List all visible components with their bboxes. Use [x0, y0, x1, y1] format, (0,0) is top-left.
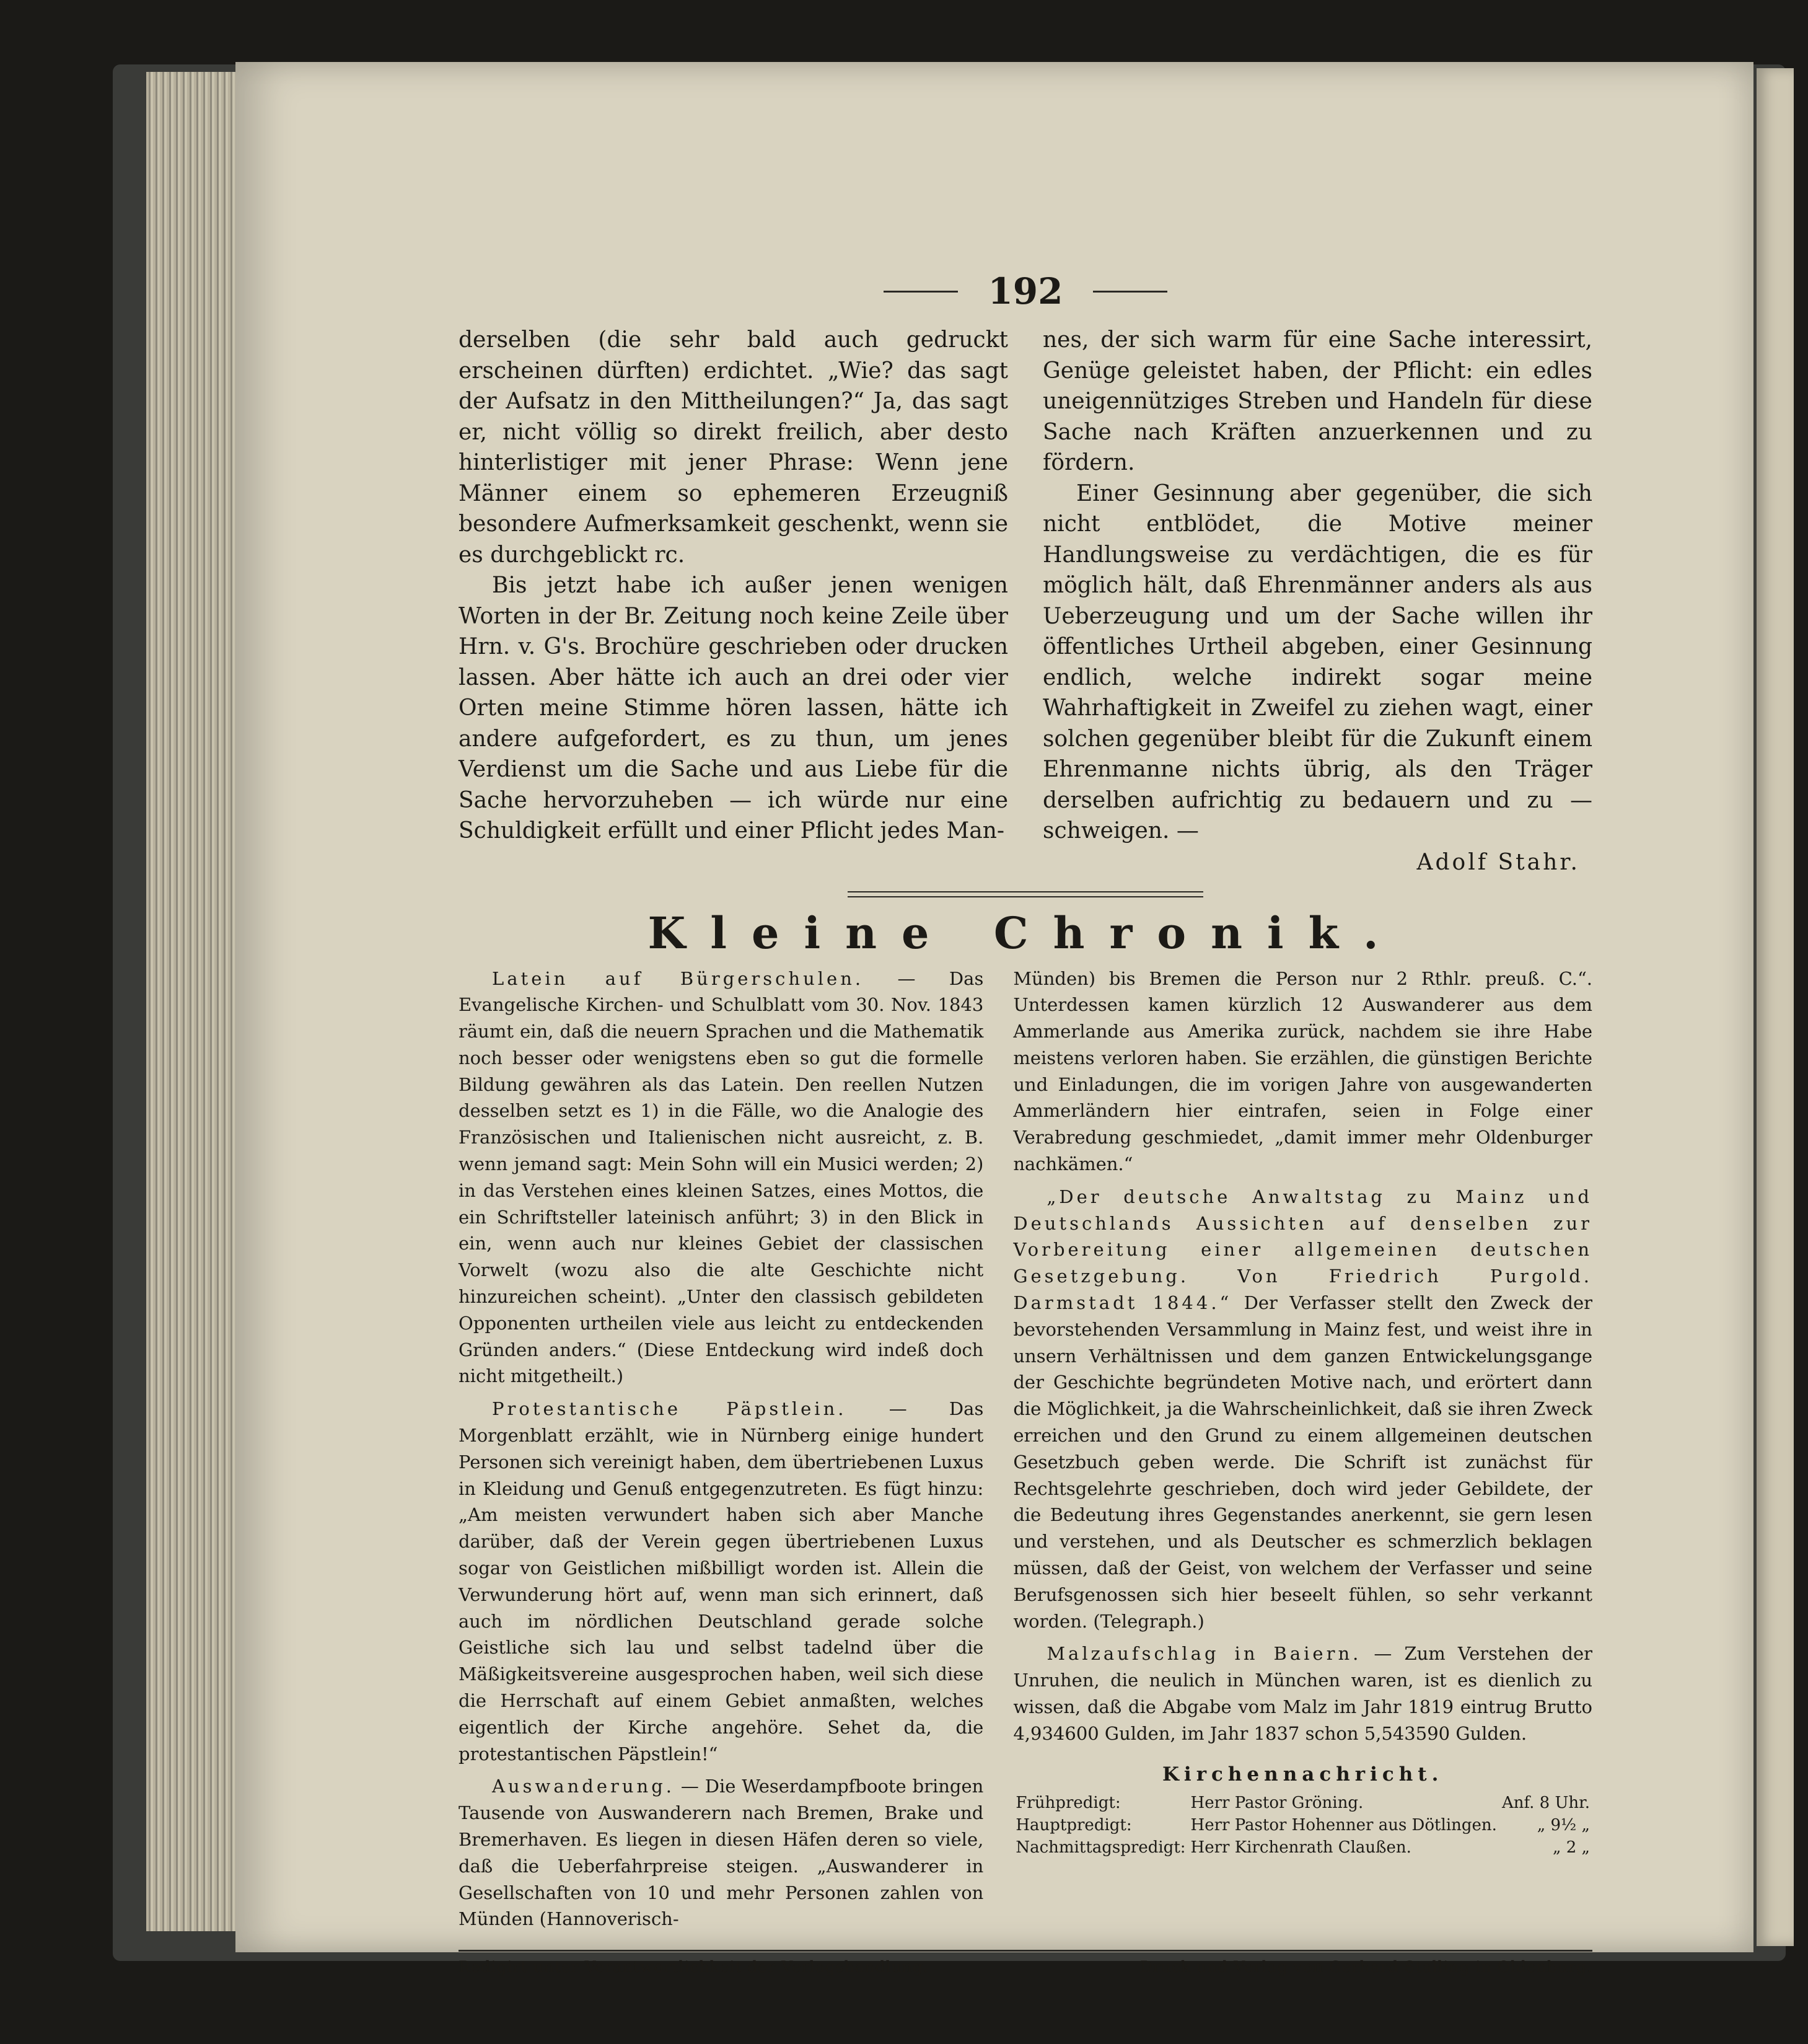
news-item-latein	[459, 966, 983, 1390]
section-title: Kleine Chronik.	[647, 907, 1403, 959]
page-number: 192	[988, 270, 1063, 312]
table-row	[1013, 1814, 1592, 1836]
kirchen-table	[1013, 1792, 1592, 1859]
table-row	[1013, 1792, 1592, 1814]
article-paragraph: nes, der sich warm für eine Sache interessirt, Genüge geleistet haben, der Pflicht: ein edles uneigennütziges Streben und Handeln für diese Sache nach Kräften anzuerkennen und zu fördern.	[1043, 327, 1592, 475]
article-paragraph: Einer Gesinnung aber gegenüber, die sich nicht entblödet, die Motive meiner Handlungsweise zu verdächtigen, die es für möglich hält, daß Ehrenmänner anders als aus Ueberzeugung und um der Sache willen ihr öffentliches Urtheil abgeben, einer Gesinnung endlich, welche indirekt sogar meine Wahrhaftigkeit in Zweifel zu ziehen wagt, einer solchen gegenüber bleibt für die Zukunft einem Ehrenmanne nichts übrig, als den Träger derselben aufrichtig zu bedauern und zu — schweigen. —	[1043, 480, 1592, 844]
section-separator	[848, 891, 1203, 897]
news-body: — Zum Verstehen der Unruhen, die neulich in München waren, ist es dienlich zu wissen, daß die Abgabe vom Malz im Jahr 1819 eintrug Brutto 4,934600 Gulden, im Jahr 1837 schon 5,543590 Gulden.	[1013, 1643, 1592, 1744]
page-header	[459, 267, 1592, 316]
news-body: — Das Morgenblatt erzählt, wie in Nürnberg einige hundert Personen sich vereinigt haben, dem übertriebenen Luxus in Kleidung und Genuß entgegenzutreten. Es fügt hinzu: „Am meisten verwundert haben sich aber Manche darüber, daß der Verein gegen übertriebenen Luxus sogar von Geistlichen mißbilligt worden ist. Allein die Verwunderung hört auf, wenn man sich erinnert, daß auch im nördlichen Deutschland gerade solche Geistliche sich lau und selbst tadelnd über die Mäßigkeitsvereine ausgesprochen haben, weil sich diese die Herrschaft auf einem Gebiet anmaßten, welches eigentlich der Kirche angehöre. Sehet da, die protestantischen Päpstlein!“	[459, 1398, 984, 1764]
page-footer	[459, 1958, 1592, 1976]
chronik-column-left	[459, 966, 983, 1939]
kirchen-preacher: Herr Kirchenrath Claußen.	[1190, 1838, 1411, 1857]
article-column-right	[1043, 325, 1592, 879]
kirchen-preacher: Herr Pastor Gröning.	[1190, 1793, 1364, 1812]
footer-rule	[459, 1950, 1592, 1952]
kirchen-time: Anf. 8 Uhr.	[1501, 1793, 1590, 1812]
kirchen-label: Nachmittagspredigt:	[1016, 1838, 1186, 1857]
header-rule-right	[1093, 291, 1167, 293]
kirchen-label: Hauptpredigt:	[1016, 1815, 1132, 1835]
kirchen-preacher: Herr Pastor Hohenner aus Dötlingen.	[1190, 1815, 1497, 1835]
news-heading: Auswanderung.	[492, 1776, 675, 1797]
kirchen-title: Kirchennachricht.	[1162, 1763, 1444, 1786]
kirchen-label: Frühpredigt:	[1016, 1793, 1121, 1812]
news-heading: „Der deutsche Anwaltstag zu Mainz und Deutschlands Aussichten auf denselben zur Vorbereitung einer allgemeinen deutschen Gesetzgebung. Von Friedrich Purgold. Darmstadt 1844.“	[1013, 1186, 1592, 1314]
header-rule-left	[884, 291, 958, 293]
news-item-malzaufschlag	[1013, 1641, 1592, 1747]
author-signature: Adolf Stahr.	[1416, 849, 1580, 875]
news-item-anwaltstag	[1013, 1184, 1592, 1635]
kirchen-time: „ 2 „	[1552, 1838, 1590, 1857]
news-item-auswanderung-cont: Münden) bis Bremen die Person nur 2 Rthlr. preuß. C.“. Unterdessen kamen kürzlich 12 Auswanderer aus dem Ammerlande aus Amerika zurück, nachdem sie ihre Habe meistens verloren haben. Sie erzählen, die günstigen Berichte und Einladungen, die im vorigen Jahre von ausgewanderten Ammerländern hier eintrafen, seien in Folge einer Verabredung geschmiedet, „damit immer mehr Oldenburger nachkämen.“	[1013, 967, 1592, 1175]
news-body: Der Verfasser stellt den Zweck der bevorstehenden Versammlung in Mainz fest, und weist ihre in unsern Verhältnissen und dem ganzen Entwickelungsgange der Geschichte begründeten Motive nach, und erörtert dann die Möglichkeit, ja die Wahrscheinlichkeit, daß sie ihren Zweck erreichen und den Grund zu einem allgemeinen deutschen Gesetzbuch geben werde. Die Schrift ist zunächst für Rechtsgelehrte geschrieben, doch wird jeder Gebildete, der die Bedeutung ihres Gegenstandes anerkennt, sie gern lesen und verstehen, und als Deutscher es schmerzlich beklagen müssen, daß der Geist, von welchem der Verfasser und seine Berufsgenossen sich hier beseelt fühlen, so sehr verkannt worden. (Telegraph.)	[1013, 1292, 1593, 1632]
article-paragraph: derselben (die sehr bald auch gedruckt erscheinen dürften) erdichtet. „Wie? das sagt der Aufsatz in den Mittheilungen?“ Ja, das sagt er, nicht völlig so direkt freilich, aber desto hinterlistiger mit jener Phrase: Wenn jene Männer einem so ephemeren Erzeugniß besondere Aufmerksamkeit geschenkt, wenn sie es durchgeblickt rc.	[459, 327, 1008, 568]
news-item-auswanderung	[459, 1773, 983, 1932]
facing-page-edge	[1757, 68, 1794, 1946]
chronik-columns	[459, 966, 1592, 1939]
page-content	[459, 267, 1592, 1976]
article-column-left	[459, 325, 1008, 879]
news-heading: Latein auf Bürgerschulen.	[492, 967, 864, 989]
news-heading: Protestantische Päpstlein.	[492, 1398, 847, 1420]
article-columns	[459, 325, 1592, 879]
table-row	[1013, 1836, 1592, 1859]
news-body: — Das Evangelische Kirchen- und Schulblatt vom 30. Nov. 1843 räumt ein, daß die neuern Sprachen und die Mathematik noch besser oder wenigstens eben so gut die formelle Bildung gewähren als das Latein. Den reellen Nutzen desselben setzt es 1) in die Fälle, wo die Analogie des Französischen und Italienischen nicht ausreicht, z. B. wenn jemand sagt: Mein Sohn will ein Musici werden; 2) in das Verstehen eines kleinen Satzes, eines Mottos, die ein Schriftsteller lateinisch anführt; 3) in den Blick in ein, wenn auch nur kleines Gebiet der classischen Vorwelt (wozu also die alte Geschichte nicht hinzureichen scheint). „Unter den classisch gebildeten Opponenten urtheilen viele aus leicht zu entdeckenden Gründen anders.“ (Diese Entdeckung wird indeß doch nicht mitgetheilt.)	[459, 967, 984, 1387]
footer-printer: Druck und Verlag von Gerhard Stalling in Oldenburg.	[1139, 1958, 1592, 1976]
news-item-paepstlein	[459, 1396, 983, 1767]
chronik-column-right	[1013, 966, 1592, 1939]
news-heading: Malzaufschlag in Baiern.	[1047, 1643, 1362, 1665]
kirchen-time: „ 9½ „	[1537, 1815, 1590, 1835]
news-body: — Die Weserdampfboote bringen Tausende von Auswanderern nach Bremen, Brake und Bremerhaven. Es liegen in diesen Häfen deren so viele, daß die Ueberfahrpreise steigen. „Auswanderer in Gesellschaften von 10 und mehr Personen zahlen von Münden (Hannoverisch-	[459, 1776, 984, 1930]
footer-editor: Redigirt unter Verantwortlichkeit der Verlagshandlung.	[459, 1958, 929, 1976]
article-paragraph: Bis jetzt habe ich außer jenen wenigen Worten in der Br. Zeitung noch keine Zeile über Hrn. v. G's. Brochüre geschrieben oder drucken lassen. Aber hätte ich auch an drei oder vier Orten meine Stimme hören lassen, hätte ich andere aufgefordert, es zu thun, um jenes Verdienst um die Sache und aus Liebe für die Sache hervorzuheben — ich würde nur eine Schuldigkeit erfüllt und einer Pflicht jedes Man-	[459, 573, 1008, 844]
